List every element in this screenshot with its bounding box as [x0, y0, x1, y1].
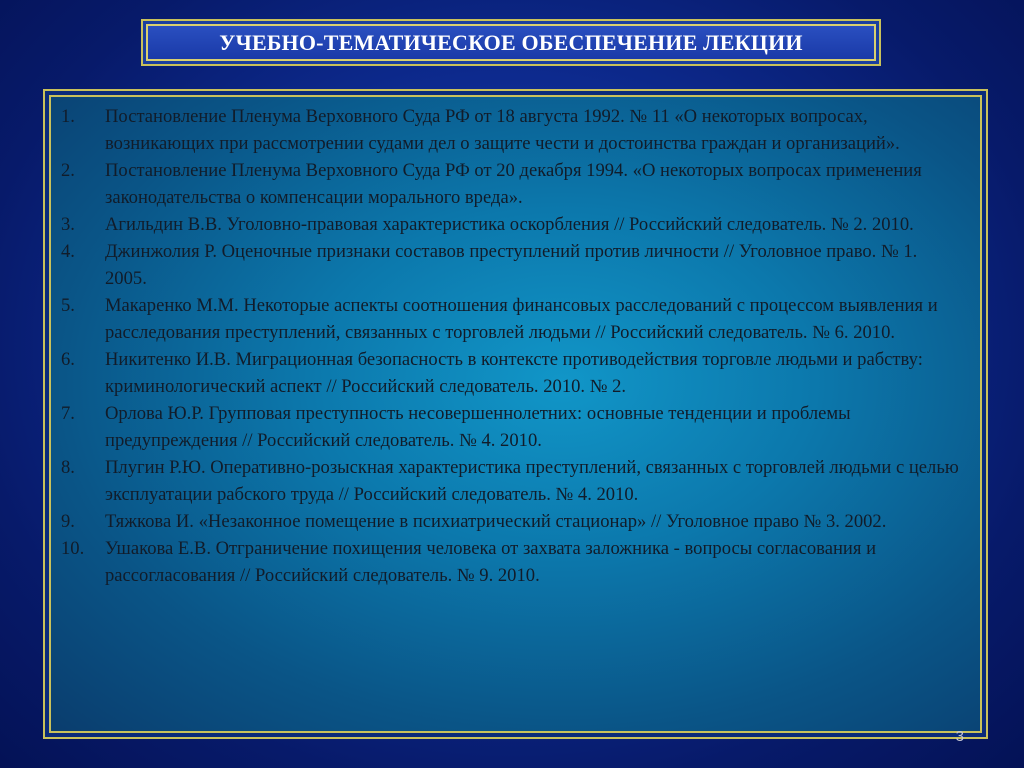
item-number: 2. — [61, 160, 75, 181]
item-number: 7. — [61, 403, 75, 424]
slide-title: УЧЕБНО-ТЕМАТИЧЕСКОЕ ОБЕСПЕЧЕНИЕ ЛЕКЦИИ — [219, 29, 803, 55]
page-number: 3 — [955, 728, 964, 745]
item-number: 8. — [61, 457, 75, 478]
item-text: Плугин Р.Ю. Оперативно-розыскная характеристика преступлений, связанных с торговлей людьми с целью эксплуатации рабского труда // Российский следователь. № 4. 2010. — [105, 457, 959, 505]
item-number: 3. — [61, 214, 75, 235]
title-frame — [141, 19, 881, 66]
item-number: 10. — [61, 538, 85, 559]
list-item — [61, 346, 960, 400]
item-number: 5. — [61, 295, 75, 316]
item-text: Тяжкова И. «Незаконное помещение в психиатрический стационар» // Уголовное право № 3. 2002. — [105, 511, 887, 532]
list-item — [61, 508, 960, 535]
item-text: Ушакова Е.В. Отграничение похищения человека от захвата заложника - вопросы согласования и рассогласования // Российский следователь. № 9. 2010. — [105, 538, 877, 586]
title-box — [146, 24, 876, 61]
list-item — [61, 400, 960, 454]
item-number: 9. — [61, 511, 75, 532]
list-item — [61, 292, 960, 346]
item-text: Постановление Пленума Верховного Суда РФ от 18 августа 1992. № 11 «О некоторых вопросах, возникающих при рассмотрении судами дел о защите чести и достоинства граждан и организаций». — [105, 106, 900, 154]
item-text: Постановление Пленума Верховного Суда РФ от 20 декабря 1994. «О некоторых вопросах применения законодательства о компенсации морального вреда». — [105, 160, 922, 208]
item-number: 6. — [61, 349, 75, 370]
content-panel — [49, 95, 982, 733]
item-number: 1. — [61, 106, 75, 127]
item-number: 4. — [61, 241, 75, 262]
list-item — [61, 535, 960, 589]
item-text: Макаренко М.М. Некоторые аспекты соотношения финансовых расследований с процессом выявления и расследования преступлений, связанных с торговлей людьми // Российский следователь. № 6. 2010. — [105, 295, 938, 343]
item-text: Джинжолия Р. Оценочные признаки составов преступлений против личности // Уголовное право. № 1. 2005. — [105, 241, 918, 289]
reference-list — [61, 103, 960, 589]
item-text: Агильдин В.В. Уголовно-правовая характеристика оскорбления // Российский следователь. № 2. 2010. — [105, 214, 914, 235]
list-item — [61, 238, 960, 292]
item-text: Орлова Ю.Р. Групповая преступность несовершеннолетних: основные тенденции и проблемы предупреждения // Российский следователь. № 4. 2010. — [105, 403, 851, 451]
list-item — [61, 454, 960, 508]
list-item — [61, 211, 960, 238]
list-item — [61, 103, 960, 157]
list-item — [61, 157, 960, 211]
content-frame — [43, 89, 988, 739]
item-text: Никитенко И.В. Миграционная безопасность в контексте противодействия торговле людьми и рабству: криминологический аспект // Российский следователь. 2010. № 2. — [105, 349, 923, 397]
